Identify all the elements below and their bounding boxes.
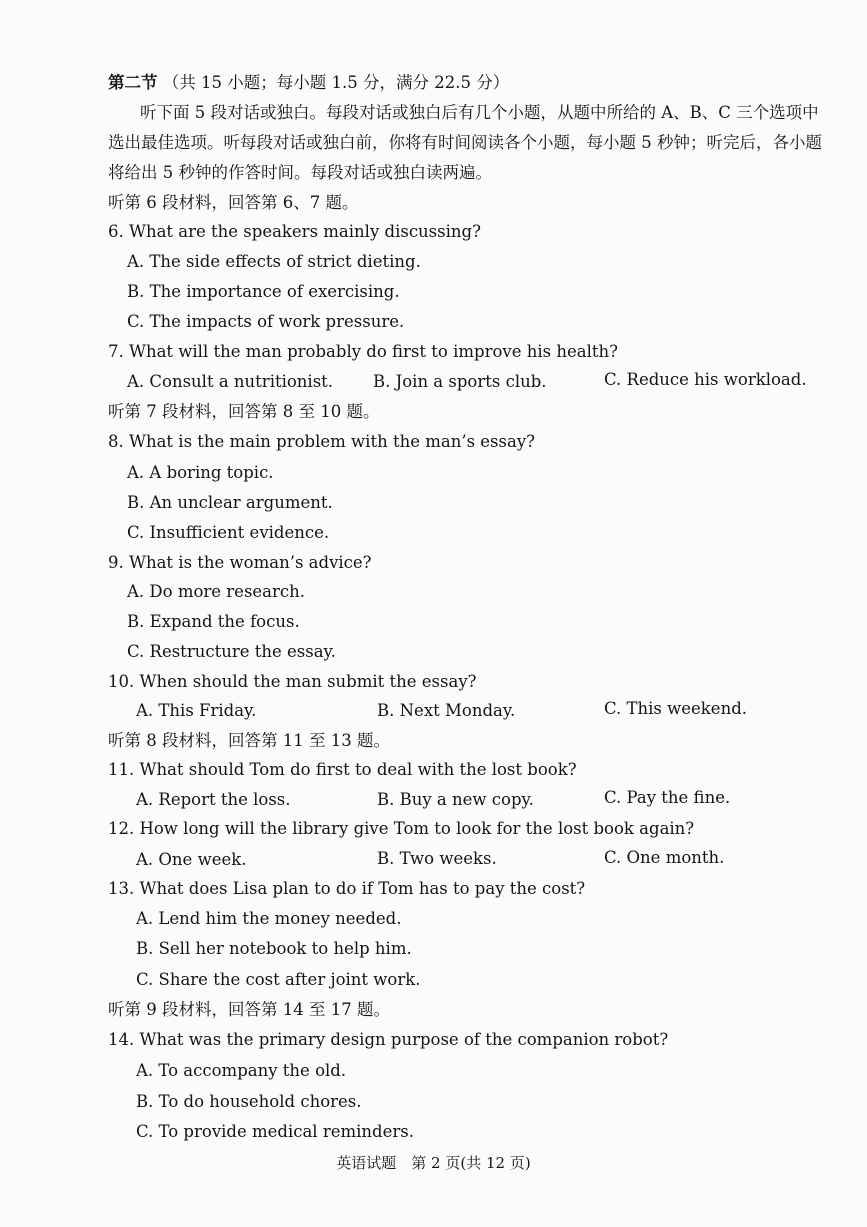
answer-option: B. The importance of exercising. xyxy=(127,282,400,301)
answer-option: C. Insufficient evidence. xyxy=(127,523,330,542)
section-title: 第二节 xyxy=(108,73,158,92)
section-heading xyxy=(108,73,509,93)
section-note: （共 15 小题；每小题 1.5 分，满分 22.5 分） xyxy=(162,73,510,92)
answer-option: C. Restructure the essay. xyxy=(127,642,336,661)
group-header: 听第 8 段材料，回答第 11 至 13 题。 xyxy=(108,731,390,750)
answer-option: C. Share the cost after joint work. xyxy=(136,970,421,989)
answer-option: C. One month. xyxy=(604,848,725,867)
answer-option: C. This weekend. xyxy=(604,699,747,718)
answer-option: A. Report the loss. xyxy=(136,790,291,809)
answer-option: A. A boring topic. xyxy=(127,463,274,482)
group-header: 听第 7 段材料，回答第 8 至 10 题。 xyxy=(108,402,380,421)
answer-option: B. To do household chores. xyxy=(136,1092,362,1111)
answer-option: B. Buy a new copy. xyxy=(377,790,534,809)
answer-option: B. Sell her notebook to help him. xyxy=(136,939,412,958)
instruction-line: 将给出 5 秒钟的作答时间。每段对话或独白读两遍。 xyxy=(108,163,492,182)
question-stem: 14. What was the primary design purpose of the companion robot? xyxy=(108,1030,669,1049)
answer-option: A. Lend him the money needed. xyxy=(136,909,402,928)
answer-option: A. The side effects of strict dieting. xyxy=(127,252,421,271)
answer-option: A. This Friday. xyxy=(136,701,257,720)
answer-option: B. Two weeks. xyxy=(377,849,497,868)
answer-option: B. Next Monday. xyxy=(377,701,516,720)
instruction-line: 听下面 5 段对话或独白。每段对话或独白后有几个小题，从题中所给的 A、B、C 三个选项中 xyxy=(140,103,819,122)
answer-option: B. Join a sports club. xyxy=(373,372,547,391)
answer-option: C. Reduce his workload. xyxy=(604,370,807,389)
question-stem: 9. What is the woman’s advice? xyxy=(108,553,372,572)
question-stem: 11. What should Tom do first to deal with the lost book? xyxy=(108,760,577,779)
group-header: 听第 6 段材料，回答第 6、7 题。 xyxy=(108,193,359,212)
answer-option: A. One week. xyxy=(136,850,247,869)
instruction-line: 选出最佳选项。听每段对话或独白前，你将有时间阅读各个小题，每小题 5 秒钟；听完后，各小题 xyxy=(108,133,822,152)
group-header: 听第 9 段材料，回答第 14 至 17 题。 xyxy=(108,1000,390,1019)
answer-option: C. To provide medical reminders. xyxy=(136,1122,414,1141)
question-stem: 7. What will the man probably do first to improve his health? xyxy=(108,342,618,361)
question-stem: 12. How long will the library give Tom to look for the lost book again? xyxy=(108,819,695,838)
answer-option: C. The impacts of work pressure. xyxy=(127,312,405,331)
answer-option: C. Pay the fine. xyxy=(604,788,731,807)
question-stem: 6. What are the speakers mainly discussing? xyxy=(108,222,481,241)
answer-option: B. An unclear argument. xyxy=(127,493,333,512)
question-stem: 13. What does Lisa plan to do if Tom has to pay the cost? xyxy=(108,879,586,898)
question-stem: 10. When should the man submit the essay? xyxy=(108,672,477,691)
question-stem: 8. What is the main problem with the man’s essay? xyxy=(108,432,535,451)
answer-option: A. Do more research. xyxy=(127,582,306,601)
answer-option: A. To accompany the old. xyxy=(136,1061,347,1080)
answer-option: A. Consult a nutritionist. xyxy=(127,372,334,391)
page-footer: 英语试题 第 2 页(共 12 页) xyxy=(336,1154,531,1172)
answer-option: B. Expand the focus. xyxy=(127,612,300,631)
